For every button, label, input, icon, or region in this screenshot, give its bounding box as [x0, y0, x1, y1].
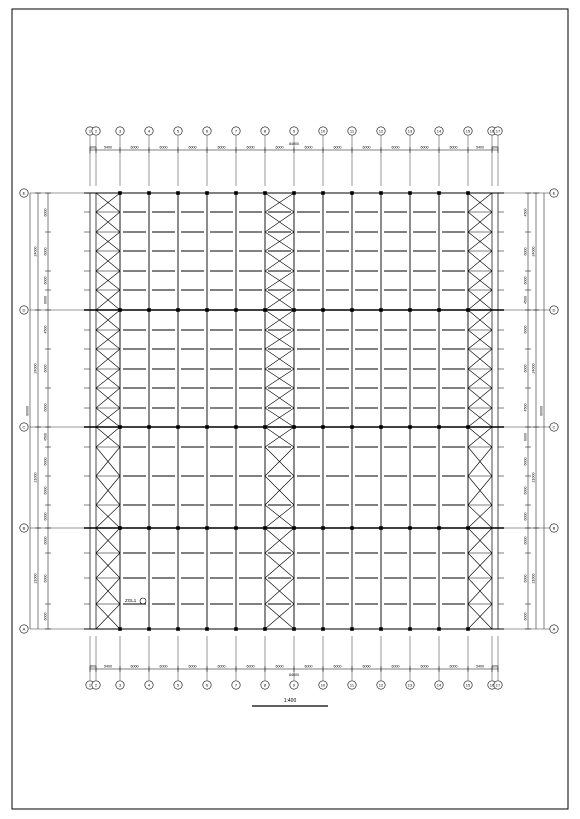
beam-tag: ZGL1 — [125, 598, 137, 603]
grid-bubble-top-16-label: 16 — [489, 128, 495, 134]
left-dimension-bay-text: 24000 — [33, 246, 38, 257]
right-dimension-text: 6000 — [523, 247, 528, 256]
column-mark — [350, 425, 354, 429]
grid-bubble-bottom-10-label: 10 — [320, 682, 326, 688]
left-dimension-text: 6000 — [43, 296, 48, 304]
top-dimension-text: 6000 — [130, 145, 139, 150]
column-mark — [350, 627, 354, 631]
column-mark — [321, 191, 325, 195]
bottom-dimension-text: 6000 — [159, 664, 168, 669]
grid-bubble-bottom-16-label: 16 — [489, 682, 495, 688]
top-dimension-text: 6000 — [449, 145, 458, 150]
right-dimension-text: 4500 — [523, 403, 528, 412]
bottom-dimension-text: 6000 — [333, 664, 342, 669]
top-dimension-text: 6000 — [304, 145, 313, 150]
bottom-dimension-total: 84000 — [289, 673, 299, 677]
grid-bubble-bottom-4-label: 4 — [147, 682, 151, 688]
grid-bubble-top-5-label: 5 — [176, 128, 180, 134]
grid-bubble-top-17-label: 17 — [495, 128, 501, 134]
right-dimension-text: 4500 — [523, 208, 528, 217]
grid-bubble-top-15-label: 15 — [465, 128, 471, 134]
grid-bubble-bottom-12-label: 12 — [378, 682, 384, 688]
top-dimension-text: 600 — [492, 145, 498, 150]
grid-bubble-right-A-label: A — [552, 626, 556, 632]
column-mark — [408, 627, 412, 631]
right-dimension-text: 6000 — [523, 457, 528, 466]
column-mark — [379, 308, 383, 312]
left-dimension-text: 6000 — [43, 574, 48, 583]
left-dimension-text: 6000 — [43, 486, 48, 495]
bottom-dimension-text: 5400 — [104, 664, 112, 669]
column-mark — [234, 191, 238, 195]
right-dimension-text: 6000 — [523, 536, 528, 545]
bottom-dimension-text: 6000 — [449, 664, 458, 669]
column-mark — [205, 627, 209, 631]
grid-bubble-bottom-13-label: 13 — [407, 682, 413, 688]
column-mark — [350, 191, 354, 195]
grid-bubble-top-6-label: 6 — [205, 128, 209, 134]
top-dimension-text: 6000 — [217, 145, 226, 150]
column-mark — [437, 308, 441, 312]
bottom-dimension-text: 6000 — [304, 664, 313, 669]
grid-bubble-left-A-label: A — [22, 626, 26, 632]
grid-bubble-top-11-label: 11 — [349, 128, 355, 134]
grid-bubble-right-B-label: B — [552, 525, 556, 531]
grid-bubble-bottom-7-label: 7 — [234, 682, 238, 688]
grid-bubble-left-C-label: C — [22, 424, 26, 430]
column-mark — [234, 526, 238, 530]
grid-bubble-bottom-14-label: 14 — [436, 682, 442, 688]
grid-bubble-left-E-label: E — [22, 190, 26, 196]
right-dimension-text: 6000 — [523, 364, 528, 373]
grid-bubble-top-1-label: 1 — [88, 128, 92, 134]
top-dimension-text: 6000 — [275, 145, 284, 150]
column-mark — [379, 627, 383, 631]
top-dimension-text: 6000 — [420, 145, 429, 150]
grid-bubble-top-13-label: 13 — [407, 128, 413, 134]
bottom-dimension-text: 6000 — [130, 664, 139, 669]
column-mark — [350, 526, 354, 530]
grid-bubble-top-3-label: 3 — [118, 128, 122, 134]
top-dimension-total: 84000 — [289, 142, 299, 146]
right-dimension-text: 6000 — [523, 325, 528, 334]
dimension-layer — [26, 142, 545, 677]
left-dimension-text: 6000 — [43, 208, 48, 217]
top-dimension-text: 5400 — [476, 145, 484, 150]
drawing-scale: 1:400 — [283, 698, 297, 704]
grid-bubble-top-4-label: 4 — [147, 128, 151, 134]
column-mark — [379, 191, 383, 195]
column-mark — [176, 627, 180, 631]
grid-bubble-top-9-label: 9 — [292, 128, 296, 134]
bottom-dimension-text: 6000 — [275, 664, 284, 669]
left-dimension-text: 6000 — [43, 403, 48, 412]
right-dimension-bay-text: 24000 — [531, 363, 536, 374]
left-dimension-text: 6000 — [43, 536, 48, 545]
structure-layer — [84, 191, 504, 631]
column-mark — [321, 308, 325, 312]
right-dimension-text: 4500 — [523, 296, 528, 304]
column-mark — [379, 526, 383, 530]
grid-bubble-right-E-label: E — [552, 190, 556, 196]
column-mark — [437, 425, 441, 429]
right-dimension-total: 90000 — [539, 406, 544, 416]
right-dimension-bay-text: 21000 — [531, 573, 536, 584]
column-mark — [205, 425, 209, 429]
column-mark — [176, 308, 180, 312]
column-mark — [437, 526, 441, 530]
bottom-dimension-text: 6000 — [217, 664, 226, 669]
top-dimension-text: 6000 — [362, 145, 371, 150]
right-dimension-text: 6000 — [523, 433, 528, 441]
beam-tag-bubble — [140, 598, 146, 604]
bottom-dimension-text: 6000 — [246, 664, 255, 669]
left-dimension-text: 6000 — [43, 612, 48, 621]
bottom-dimension-text: 6000 — [391, 664, 400, 669]
column-mark — [408, 425, 412, 429]
grid-bubble-bottom-9-label: 9 — [292, 682, 296, 688]
grid-bubble-top-14-label: 14 — [436, 128, 442, 134]
grid-bubble-bottom-15-label: 15 — [465, 682, 471, 688]
column-mark — [147, 526, 151, 530]
left-dimension-text: 6000 — [43, 457, 48, 466]
grid-bubble-bottom-17-label: 17 — [495, 682, 501, 688]
left-dimension-text: 6000 — [43, 276, 48, 285]
grid-bubble-bottom-2-label: 2 — [94, 682, 98, 688]
grid-bubble-bottom-3-label: 3 — [118, 682, 122, 688]
column-mark — [205, 526, 209, 530]
grid-bubble-bottom-8-label: 8 — [263, 682, 267, 688]
column-mark — [437, 627, 441, 631]
right-dimension-bay-text: 21000 — [531, 472, 536, 483]
left-dimension-bay-text: 21000 — [33, 573, 38, 584]
grid-bubble-bottom-11-label: 11 — [349, 682, 355, 688]
top-dimension-text: 6000 — [188, 145, 197, 150]
grid-bubble-top-10-label: 10 — [320, 128, 326, 134]
bottom-dimension-text: 6000 — [362, 664, 371, 669]
grid-bubble-right-D-label: D — [552, 307, 556, 313]
right-dimension-bay-text: 24000 — [531, 246, 536, 257]
right-dimension-text: 6000 — [523, 574, 528, 583]
right-dimension-text: 6000 — [523, 486, 528, 495]
left-dimension-total: 90000 — [25, 406, 30, 416]
grid-bubble-top-7-label: 7 — [234, 128, 238, 134]
column-mark — [234, 425, 238, 429]
left-dimension-text: 4500 — [43, 433, 48, 441]
grid-bubble-bottom-1-label: 1 — [88, 682, 92, 688]
top-dimension-text: 5400 — [104, 145, 112, 150]
column-mark — [176, 425, 180, 429]
left-dimension-text: 6000 — [43, 247, 48, 256]
column-mark — [379, 425, 383, 429]
column-mark — [147, 425, 151, 429]
grid-bubble-bottom-6-label: 6 — [205, 682, 209, 688]
left-dimension-text: 6000 — [43, 512, 48, 521]
left-dimension-bay-text: 21000 — [33, 472, 38, 483]
bottom-dimension-text: 600 — [492, 664, 498, 669]
column-mark — [147, 627, 151, 631]
column-mark — [205, 308, 209, 312]
top-dimension-text: 600 — [90, 145, 96, 150]
column-mark — [176, 526, 180, 530]
bottom-dimension-text: 6000 — [420, 664, 429, 669]
column-mark — [234, 308, 238, 312]
column-mark — [205, 191, 209, 195]
grid-bubble-top-8-label: 8 — [263, 128, 267, 134]
column-mark — [437, 191, 441, 195]
left-dimension-text: 4500 — [43, 325, 48, 334]
right-dimension-text: 6000 — [523, 612, 528, 621]
bottom-dimension-text: 5400 — [476, 664, 484, 669]
top-dimension-text: 6000 — [333, 145, 342, 150]
bottom-dimension-text: 6000 — [188, 664, 197, 669]
column-mark — [321, 425, 325, 429]
column-mark — [147, 191, 151, 195]
bottom-dimension-text: 600 — [90, 664, 96, 669]
grid-bubble-top-2-label: 2 — [94, 128, 98, 134]
right-dimension-text: 6000 — [523, 276, 528, 285]
column-mark — [350, 308, 354, 312]
column-mark — [408, 308, 412, 312]
column-mark — [321, 627, 325, 631]
top-dimension-text: 6000 — [391, 145, 400, 150]
column-mark — [147, 308, 151, 312]
column-mark — [176, 191, 180, 195]
grid-bubble-left-D-label: D — [22, 307, 26, 313]
left-dimension-bay-text: 24000 — [33, 363, 38, 374]
grid-bubble-left-B-label: B — [22, 525, 26, 531]
grid-bubble-right-C-label: C — [552, 424, 556, 430]
grid-bubble-bottom-5-label: 5 — [176, 682, 180, 688]
top-dimension-text: 6000 — [159, 145, 168, 150]
column-mark — [234, 627, 238, 631]
grid-bubble-top-12-label: 12 — [378, 128, 384, 134]
top-dimension-text: 6000 — [246, 145, 255, 150]
column-mark — [408, 526, 412, 530]
right-dimension-text: 6000 — [523, 512, 528, 521]
column-mark — [321, 526, 325, 530]
column-mark — [408, 191, 412, 195]
left-dimension-text: 6000 — [43, 364, 48, 373]
